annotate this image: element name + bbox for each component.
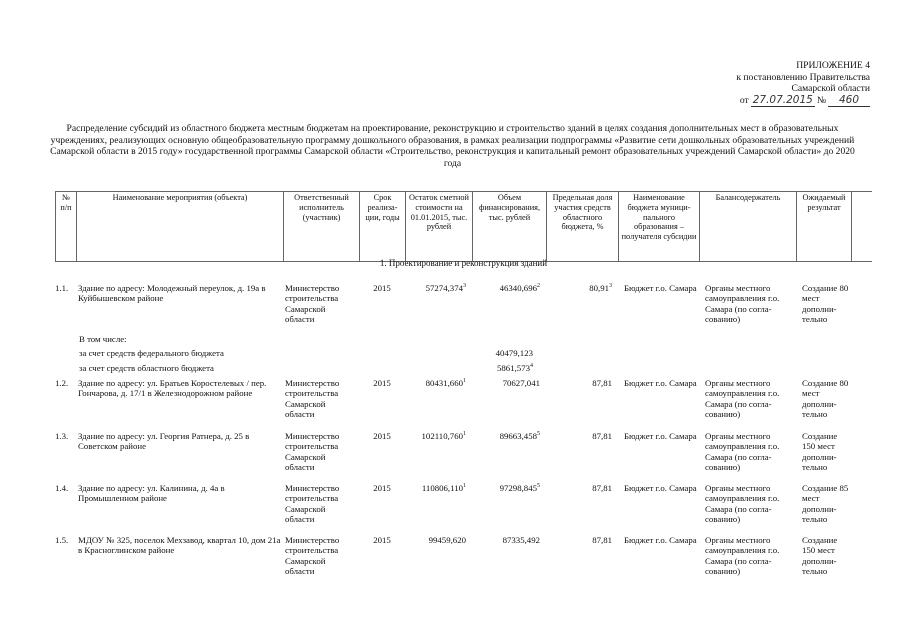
row-share xyxy=(546,431,618,472)
fin-value: 70627,041 xyxy=(502,378,540,388)
sub-regional-label: за счет средств областного бюджета xyxy=(79,363,214,373)
row-financing xyxy=(472,283,546,324)
row-result: Создание 80 мест дополни-тельно xyxy=(802,283,849,324)
appendix-line2: Самарской области xyxy=(791,83,870,94)
header-rest: Остаток сметной стоимости на 01.01.2015, тыс. рублей xyxy=(405,192,472,261)
rest-value: 57274,374 xyxy=(425,283,463,293)
table-row xyxy=(55,283,872,324)
table-row xyxy=(55,483,872,524)
row-holder: Органы местного самоуправления г.о. Самара (по согла-сованию) xyxy=(705,535,780,576)
sub-regional-value: 5861,573 xyxy=(497,363,530,373)
row-result: Создание 85 мест дополни-тельно xyxy=(802,483,849,524)
row-term: 2015 xyxy=(373,535,391,545)
row-executor: Министерство строительства Самарской области xyxy=(285,283,340,324)
table-row xyxy=(55,535,872,576)
row-share xyxy=(546,483,618,524)
header-holder: Балансодержатель xyxy=(699,192,796,261)
fin-note: 2 xyxy=(537,283,540,290)
row-budget: Бюджет г.о. Самара xyxy=(624,431,697,441)
row-share xyxy=(546,535,618,576)
row-num: 1.3. xyxy=(55,431,69,441)
appendix-block xyxy=(700,60,870,107)
sub-regional-value-cell xyxy=(359,363,539,373)
share-value: 87,81 xyxy=(592,378,612,388)
row-budget: Бюджет г.о. Самара xyxy=(624,283,697,293)
table-header xyxy=(55,191,872,262)
header-result: Ожидаемый результат xyxy=(796,192,852,261)
sub-federal-value: 40479,123 xyxy=(495,348,533,358)
row-num: 1.2. xyxy=(55,378,69,388)
rest-note: 1 xyxy=(463,378,466,385)
row-financing xyxy=(472,431,546,472)
rest-value: 99459,620 xyxy=(428,535,466,545)
row-holder: Органы местного самоуправления г.о. Самара (по согла-сованию) xyxy=(705,378,780,419)
header-executor: Ответственный исполнитель (участник) xyxy=(283,192,359,261)
header-share: Предельная доля участия средств областного бюджета, % xyxy=(546,192,618,261)
share-value: 87,81 xyxy=(592,483,612,493)
share-value: 80,91 xyxy=(589,283,609,293)
appendix-title: ПРИЛОЖЕНИЕ 4 xyxy=(796,60,870,71)
fin-value: 89663,458 xyxy=(499,431,537,441)
row-rest xyxy=(405,378,472,419)
share-note: 3 xyxy=(609,283,612,290)
row-executor: Министерство строительства Самарской области xyxy=(285,483,340,524)
fin-value: 87335,492 xyxy=(502,535,540,545)
rest-note: 3 xyxy=(463,283,466,290)
row-term: 2015 xyxy=(373,378,391,388)
handwritten-date: 27.07.2015 xyxy=(752,93,813,106)
fin-value: 46340,696 xyxy=(499,283,537,293)
row-term: 2015 xyxy=(373,483,391,493)
row-rest xyxy=(405,283,472,324)
row-name: Здание по адресу: ул. Калинина, д. 4а в Промышленном районе xyxy=(78,483,225,504)
fin-note: 5 xyxy=(537,483,540,490)
section-title: 1. Проектирование и реконструкция зданий xyxy=(379,258,548,268)
row-name: Здание по адресу: ул. Георгия Ратнера, д. 25 в Советском районе xyxy=(78,431,250,452)
header-financing: Объем финансирования, тыс. рублей xyxy=(472,192,546,261)
row-budget: Бюджет г.о. Самара xyxy=(624,483,697,493)
row-holder: Органы местного самоуправления г.о. Самара (по согла-сованию) xyxy=(705,483,780,524)
row-share xyxy=(546,378,618,419)
row-result: Создание 150 мест дополни-тельно xyxy=(802,431,838,472)
rest-note: 1 xyxy=(463,483,466,490)
table-row xyxy=(55,431,872,472)
row-executor: Министерство строительства Самарской области xyxy=(285,378,340,419)
row-holder: Органы местного самоуправления г.о. Самара (по согла-сованию) xyxy=(705,431,780,472)
row-budget: Бюджет г.о. Самара xyxy=(624,378,697,388)
table-row xyxy=(55,378,872,419)
row-rest xyxy=(405,535,472,576)
appendix-line1: к постановлению Правительства xyxy=(736,71,870,83)
number-label: № xyxy=(816,94,826,106)
row-num: 1.4. xyxy=(55,483,69,493)
row-financing xyxy=(472,535,546,576)
sub-title-row xyxy=(55,334,872,344)
share-value: 87,81 xyxy=(592,535,612,545)
fin-note: 5 xyxy=(537,431,540,438)
rest-value: 102110,760 xyxy=(421,431,463,441)
appendix-signature xyxy=(700,95,870,108)
row-name: Здание по адресу: Молодежный переулок, д. 19а в Куйбышевском районе xyxy=(78,283,266,304)
row-num: 1.1. xyxy=(55,283,69,293)
handwritten-number: 460 xyxy=(828,95,870,108)
row-num: 1.5. xyxy=(55,535,69,545)
from-label: от xyxy=(739,94,749,106)
row-term: 2015 xyxy=(373,283,391,293)
subsidy-table xyxy=(55,191,872,576)
document-heading: Распределение субсидий из областного бюджета местным бюджетам на проектирование, реконструкцию и строительство зданий в целях создания дополнительных мест в образовательных учреждениях, реализующих основную общеобразовательную программу дошкольного образования, в рамках реализации подпрограммы «Развитие сети дошкольных образовательных учреждений Самарской области в 2015 году» государственной программы Самарской области «Строительство, реконструкция и капитальный ремонт образовательных учреждений Самарской области» до 2020 года xyxy=(50,123,855,169)
fin-value: 97298,845 xyxy=(499,483,537,493)
row-name: МДОУ № 325, поселок Мехзавод, квартал 10, дом 21а в Красноглинском районе xyxy=(78,535,281,556)
header-budget: Наименование бюджета муници-пального образования – получателя субсидии xyxy=(618,192,699,261)
sub-federal-label: за счет средств федерального бюджета xyxy=(79,348,224,358)
row-name: Здание по адресу: ул. Братьев Коростелевых / пер. Гончарова, д. 17/1 в Железнодорожном районе xyxy=(78,378,267,399)
row-share xyxy=(546,283,618,324)
row-rest xyxy=(405,483,472,524)
row-result: Создание 150 мест дополни-тельно xyxy=(802,535,838,576)
row-rest xyxy=(405,431,472,472)
row-executor: Министерство строительства Самарской области xyxy=(285,431,340,472)
rest-note: 1 xyxy=(463,431,466,438)
rest-value: 110806,110 xyxy=(421,483,463,493)
header-name: Наименование мероприятия (объекта) xyxy=(76,192,283,261)
sub-federal-row xyxy=(55,348,872,358)
header-term: Срок реализа-ции, годы xyxy=(359,192,405,261)
header-num: № п/п xyxy=(55,192,76,261)
rest-value: 80431,660 xyxy=(425,378,463,388)
row-financing xyxy=(472,483,546,524)
sub-title: В том числе: xyxy=(79,334,127,344)
share-value: 87,81 xyxy=(592,431,612,441)
sub-regional-note: 4 xyxy=(530,363,533,370)
row-budget: Бюджет г.о. Самара xyxy=(624,535,697,545)
row-result: Создание 80 мест дополни-тельно xyxy=(802,378,849,419)
row-term: 2015 xyxy=(373,431,391,441)
row-executor: Министерство строительства Самарской области xyxy=(285,535,340,576)
row-holder: Органы местного самоуправления г.о. Самара (по согла-сованию) xyxy=(705,283,780,324)
sub-regional-row xyxy=(55,363,872,373)
row-financing xyxy=(472,378,546,419)
